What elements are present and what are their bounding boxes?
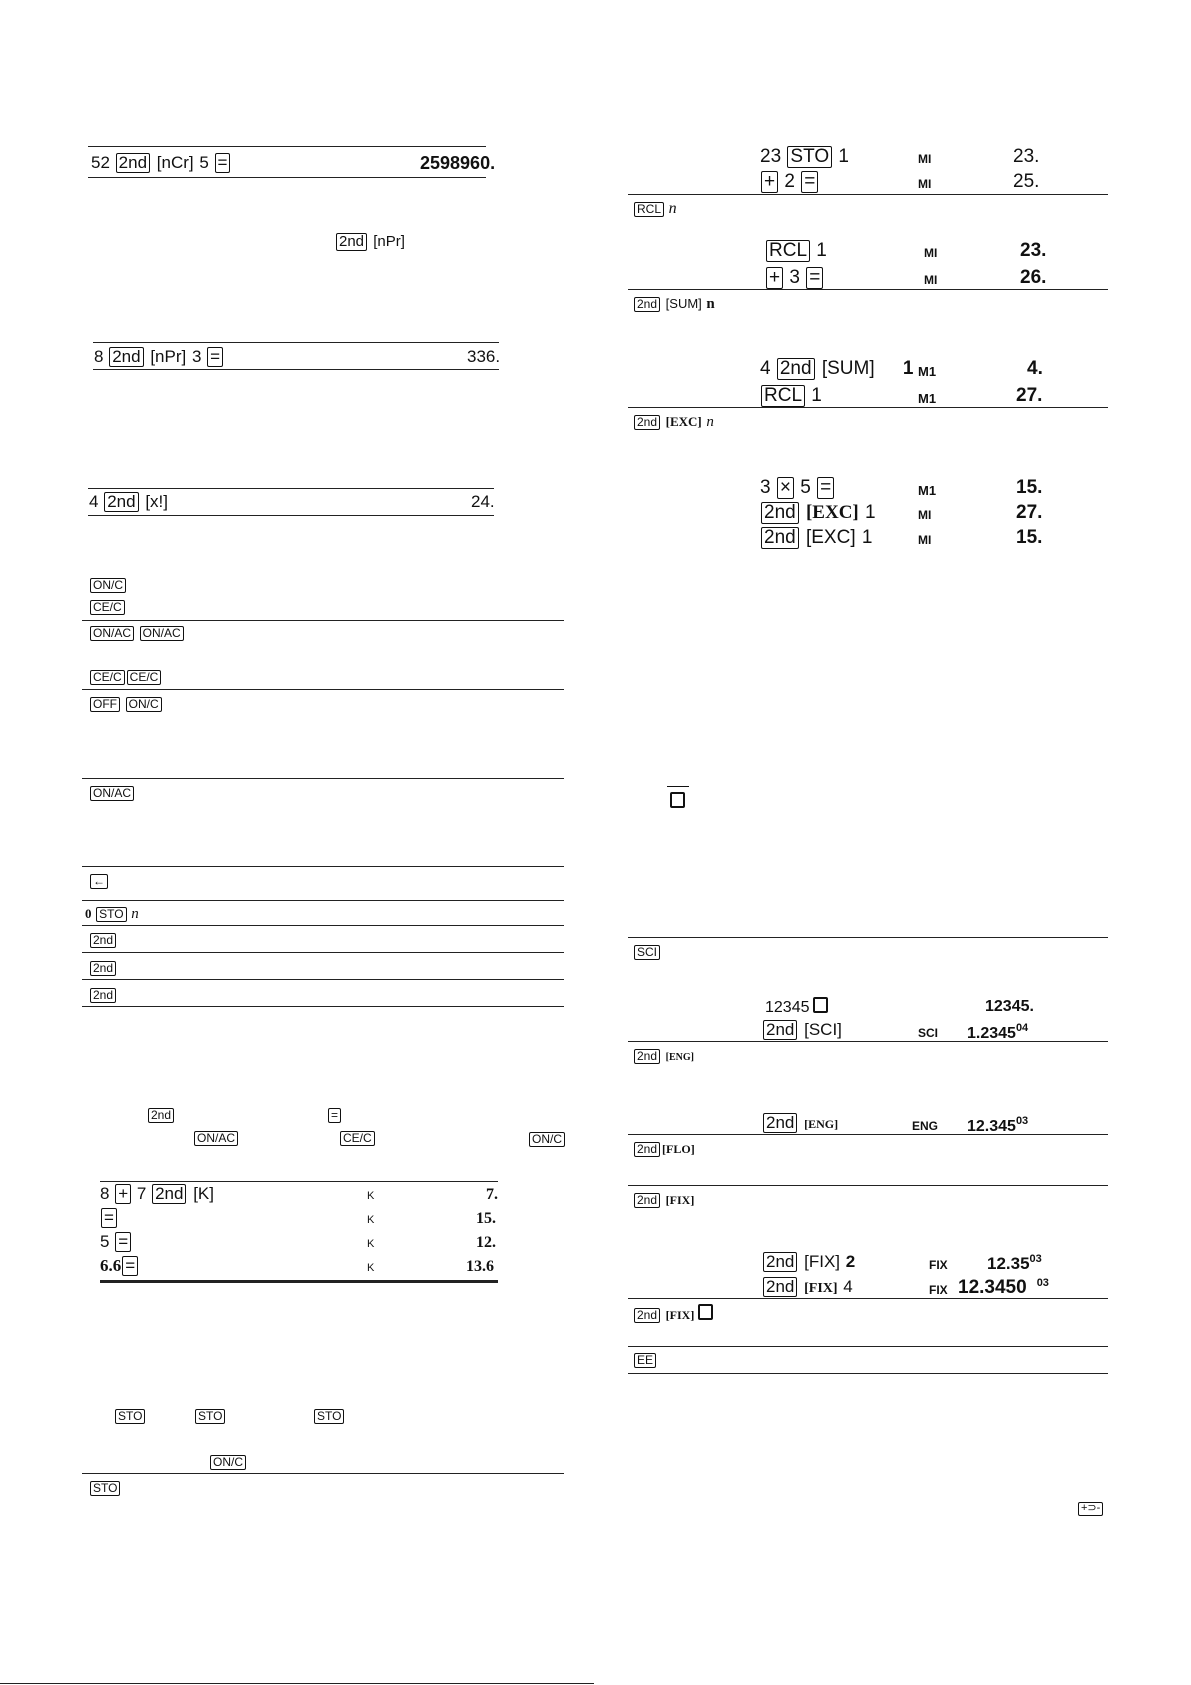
square-key-icon xyxy=(698,1304,713,1320)
const-row-4-value: 13.6 xyxy=(466,1258,494,1275)
second-key: 2nd xyxy=(777,358,815,380)
sign-change-key: +⊃- xyxy=(1077,1502,1104,1516)
second-key: 2nd xyxy=(104,492,138,512)
mem-b-row-1-value: 23. xyxy=(1020,240,1047,261)
const-row-2-indicator: K xyxy=(367,1214,375,1226)
mem-a-row-1-indicator: MI xyxy=(918,152,932,166)
table-row-zero-sto: 0 STO n xyxy=(85,906,139,922)
table-rule xyxy=(82,900,564,901)
table-rule xyxy=(82,1473,564,1474)
mem-d-row-1-keys: 3 × 5 = xyxy=(760,477,835,499)
const-ref-cec xyxy=(339,1130,376,1146)
const-row-4-indicator: K xyxy=(367,1262,375,1274)
mem-a-row-2-keys: + 2 = xyxy=(760,171,819,193)
const-row-1-value: 7. xyxy=(486,1186,498,1203)
second-key: 2nd xyxy=(761,502,799,524)
table-rule xyxy=(628,937,1108,938)
table-row-second-1 xyxy=(89,932,117,948)
on-c-key: ON/C xyxy=(529,1132,565,1147)
equals-key: = xyxy=(207,347,223,367)
plus-key: + xyxy=(766,267,783,289)
sci-heading xyxy=(633,944,661,960)
table-rule xyxy=(82,689,564,690)
ncr-bottom-rule xyxy=(88,177,486,178)
eng-row-indicator: ENG xyxy=(912,1119,939,1133)
memory-ref-onc xyxy=(209,1454,247,1470)
sto-key: STO xyxy=(96,907,126,922)
table-rule xyxy=(82,925,564,926)
second-key: 2nd xyxy=(116,153,150,173)
const-row-4-keys: 6.6 = xyxy=(100,1256,139,1276)
sto-key: STO xyxy=(195,1409,225,1424)
mem-c-row-2-indicator: M1 xyxy=(918,391,937,406)
sto-key: STO xyxy=(314,1409,344,1424)
fact-bottom-rule xyxy=(88,515,494,516)
table-row-second-2 xyxy=(89,960,117,976)
memory-ref-sto-1 xyxy=(114,1408,146,1424)
npr-example-keys: 8 2nd [nPr] 3 = xyxy=(94,347,224,367)
table-rule xyxy=(628,1185,1108,1186)
second-key: 2nd xyxy=(763,1252,797,1272)
on-ac-key: ON/AC xyxy=(90,786,134,801)
const-row-2-keys xyxy=(100,1208,118,1228)
mem-c-row-2-value: 27. xyxy=(1016,385,1043,406)
equals-key: = xyxy=(101,1208,117,1228)
table-rule xyxy=(628,194,1108,195)
second-key: 2nd xyxy=(634,1142,660,1157)
sto-key: STO xyxy=(90,1481,120,1496)
page-bottom-rule xyxy=(0,1683,594,1684)
const-row-3-value: 12. xyxy=(476,1234,496,1251)
npr-reference: 2nd [nPr] xyxy=(335,233,406,251)
table-row-sto xyxy=(89,1480,121,1496)
table-rule xyxy=(82,952,564,953)
on-c-key: ON/C xyxy=(210,1455,246,1470)
equals-key: = xyxy=(817,477,834,499)
sci-row-2-value: 1.2345$^{04}$ xyxy=(967,1022,1029,1042)
mem-d-row-1-indicator: M1 xyxy=(918,483,937,498)
const-row-2-value: 15. xyxy=(476,1210,496,1227)
const-ref-second xyxy=(147,1107,175,1123)
sci-row-2-indicator: SCI xyxy=(918,1026,939,1040)
npr-bottom-rule xyxy=(93,369,499,370)
sci-row-1-keys: 12345 xyxy=(765,997,828,1017)
table-rule xyxy=(82,778,564,779)
second-key: 2nd xyxy=(763,1020,797,1040)
memory-ref-sto-2 xyxy=(194,1408,226,1424)
second-key: 2nd xyxy=(90,961,116,976)
mem-b-row-2-keys: + 3 = xyxy=(765,267,824,289)
ncr-top-rule xyxy=(88,146,486,147)
table-row-backspace xyxy=(89,873,109,889)
table-row-onc xyxy=(89,577,127,593)
mem-b-row-1-keys: RCL 1 xyxy=(765,240,827,262)
table-rule xyxy=(628,1041,1108,1042)
mem-c-row-2-keys: RCL 1 xyxy=(760,385,822,407)
on-ac-key: ON/AC xyxy=(140,626,184,641)
second-key: 2nd xyxy=(763,1277,797,1297)
flo-heading: 2nd [FLO] xyxy=(633,1141,696,1157)
plus-key: + xyxy=(115,1184,131,1204)
const-row-1-keys: 8 + 7 2nd [K] xyxy=(100,1184,214,1203)
npr-result: 336. xyxy=(467,347,501,366)
const-table-top-rule xyxy=(100,1181,498,1182)
plus-key: + xyxy=(761,171,778,193)
table-rule xyxy=(82,979,564,980)
mem-a-row-1-keys: 23 STO 1 xyxy=(760,146,849,167)
mem-c-row-1-indicator: M1 xyxy=(918,364,937,379)
table-rule xyxy=(628,289,1108,290)
eng-heading: 2nd [ENG] xyxy=(633,1048,695,1064)
mem-a-row-1-value: 23. xyxy=(1013,146,1040,167)
mem-d-row-2-value: 27. xyxy=(1016,502,1043,523)
second-key: 2nd xyxy=(634,1049,660,1064)
multiply-key: × xyxy=(777,477,794,499)
second-key: 2nd xyxy=(90,988,116,1003)
on-c-key: ON/C xyxy=(126,697,162,712)
ce-c-key: CE/C xyxy=(90,600,125,615)
fix-heading: 2nd [FIX] xyxy=(633,1192,695,1208)
ce-c-key: CE/C xyxy=(90,670,125,685)
mem-a-row-2-value: 25. xyxy=(1013,171,1040,192)
mem-b-row-2-indicator: MI xyxy=(924,273,938,287)
sto-key: STO xyxy=(787,146,832,168)
mem-d-row-3-value: 15. xyxy=(1016,527,1043,548)
ee-key: EE xyxy=(634,1353,656,1368)
mem-d-row-2-keys: 2nd [EXC] 1 xyxy=(760,502,876,524)
mem-d-row-3-indicator: MI xyxy=(918,533,932,547)
second-key: 2nd xyxy=(761,527,799,549)
mem-d-row-3-keys: 2nd [EXC] 1 xyxy=(760,527,872,549)
mem-b-row-1-indicator: MI xyxy=(924,246,938,260)
off-key: OFF xyxy=(90,697,120,712)
second-key: 2nd xyxy=(152,1184,186,1204)
fact-top-rule xyxy=(88,488,494,489)
second-key: 2nd xyxy=(336,233,367,251)
table-rule xyxy=(628,1298,1108,1299)
table-rule xyxy=(628,1134,1108,1135)
table-rule xyxy=(628,1346,1108,1347)
on-c-key: ON/C xyxy=(90,578,126,593)
table-row-cec-twice xyxy=(89,669,162,685)
equals-key: = xyxy=(801,171,818,193)
table-rule xyxy=(628,407,1108,408)
fact-result: 24. xyxy=(471,492,495,511)
sum-heading: 2nd [SUM] n xyxy=(633,296,715,313)
memory-ref-sto-3 xyxy=(313,1408,345,1424)
equals-key: = xyxy=(122,1256,138,1276)
second-key: 2nd xyxy=(763,1113,797,1133)
const-table-bottom-rule xyxy=(100,1280,498,1283)
second-key: 2nd xyxy=(634,1308,660,1323)
fix-row-1-keys: 2nd [FIX] 2 xyxy=(762,1252,855,1272)
equals-key: = xyxy=(215,153,231,173)
mem-a-row-2-indicator: MI xyxy=(918,177,932,191)
sci-key: SCI xyxy=(634,945,660,960)
rcl-heading: RCL n xyxy=(633,200,677,218)
second-key: 2nd xyxy=(90,933,116,948)
eng-row-keys: 2nd [ENG] xyxy=(762,1113,839,1133)
second-key: 2nd xyxy=(148,1108,174,1123)
mem-d-row-1-value: 15. xyxy=(1016,477,1043,498)
const-ref-onc xyxy=(528,1131,566,1147)
table-row-cec xyxy=(89,599,126,615)
const-row-3-indicator: K xyxy=(367,1238,375,1250)
on-ac-key: ON/AC xyxy=(194,1131,238,1146)
table-rule xyxy=(628,1373,1108,1374)
second-key: 2nd xyxy=(634,1193,660,1208)
const-row-1-indicator: K xyxy=(367,1190,375,1202)
fix-row-2-value: 12.3450 $^{03}$ xyxy=(958,1277,1049,1298)
equals-key: = xyxy=(328,1108,341,1123)
exc-heading: 2nd [EXC] n xyxy=(633,414,714,431)
const-ref-onac xyxy=(193,1130,239,1146)
ncr-result: 2598960. xyxy=(420,153,496,173)
ee-heading xyxy=(633,1352,657,1368)
backspace-arrow-icon: ← xyxy=(90,874,108,889)
eng-row-value: 12.345$^{03}$ xyxy=(967,1115,1029,1135)
square-key-icon xyxy=(670,792,685,812)
second-key: 2nd xyxy=(109,347,143,367)
table-row-off-onc xyxy=(89,696,163,712)
rcl-key: RCL xyxy=(761,385,805,407)
table-rule xyxy=(82,620,564,621)
table-row-second-3 xyxy=(89,987,117,1003)
fix-float-heading: 2nd [FIX] xyxy=(633,1304,713,1323)
equals-key: = xyxy=(115,1232,131,1252)
sci-row-2-keys: 2nd [SCI] xyxy=(762,1020,843,1040)
table-row-onac xyxy=(89,785,135,801)
table-row-onac-twice xyxy=(89,625,185,641)
table-rule xyxy=(82,866,564,867)
mem-c-row-1-value: 4. xyxy=(1027,358,1043,379)
fix-row-2-keys: 2nd [FIX] 4 xyxy=(762,1277,853,1297)
fix-row-2-indicator: FIX xyxy=(929,1283,948,1297)
rcl-key: RCL xyxy=(766,240,810,262)
ce-c-key: CE/C xyxy=(340,1131,375,1146)
rcl-key: RCL xyxy=(634,202,664,217)
fact-example-keys: 4 2nd [x!] xyxy=(89,492,168,511)
square-key-icon xyxy=(813,997,828,1013)
on-ac-key: ON/AC xyxy=(90,626,134,641)
const-ref-equals xyxy=(327,1107,342,1123)
mem-c-row-1-keys: 4 2nd [SUM] 1 xyxy=(760,358,914,379)
ncr-example-keys: 52 2nd [nCr] 5 = xyxy=(91,153,231,173)
mem-d-row-2-indicator: MI xyxy=(918,508,932,522)
ce-c-key: CE/C xyxy=(127,670,162,685)
square-key-overline xyxy=(667,786,689,787)
const-row-3-keys: 5 = xyxy=(100,1232,132,1252)
second-key: 2nd xyxy=(634,415,660,430)
fix-row-1-indicator: FIX xyxy=(929,1258,948,1272)
table-rule xyxy=(82,1006,564,1007)
npr-top-rule xyxy=(93,342,499,343)
mem-b-row-2-value: 26. xyxy=(1020,267,1047,288)
sci-row-1-value: 12345. xyxy=(985,998,1034,1015)
second-key: 2nd xyxy=(634,297,660,312)
fix-row-1-value: 12.35$^{03}$ xyxy=(987,1253,1042,1273)
sto-key: STO xyxy=(115,1409,145,1424)
equals-key: = xyxy=(806,267,823,289)
